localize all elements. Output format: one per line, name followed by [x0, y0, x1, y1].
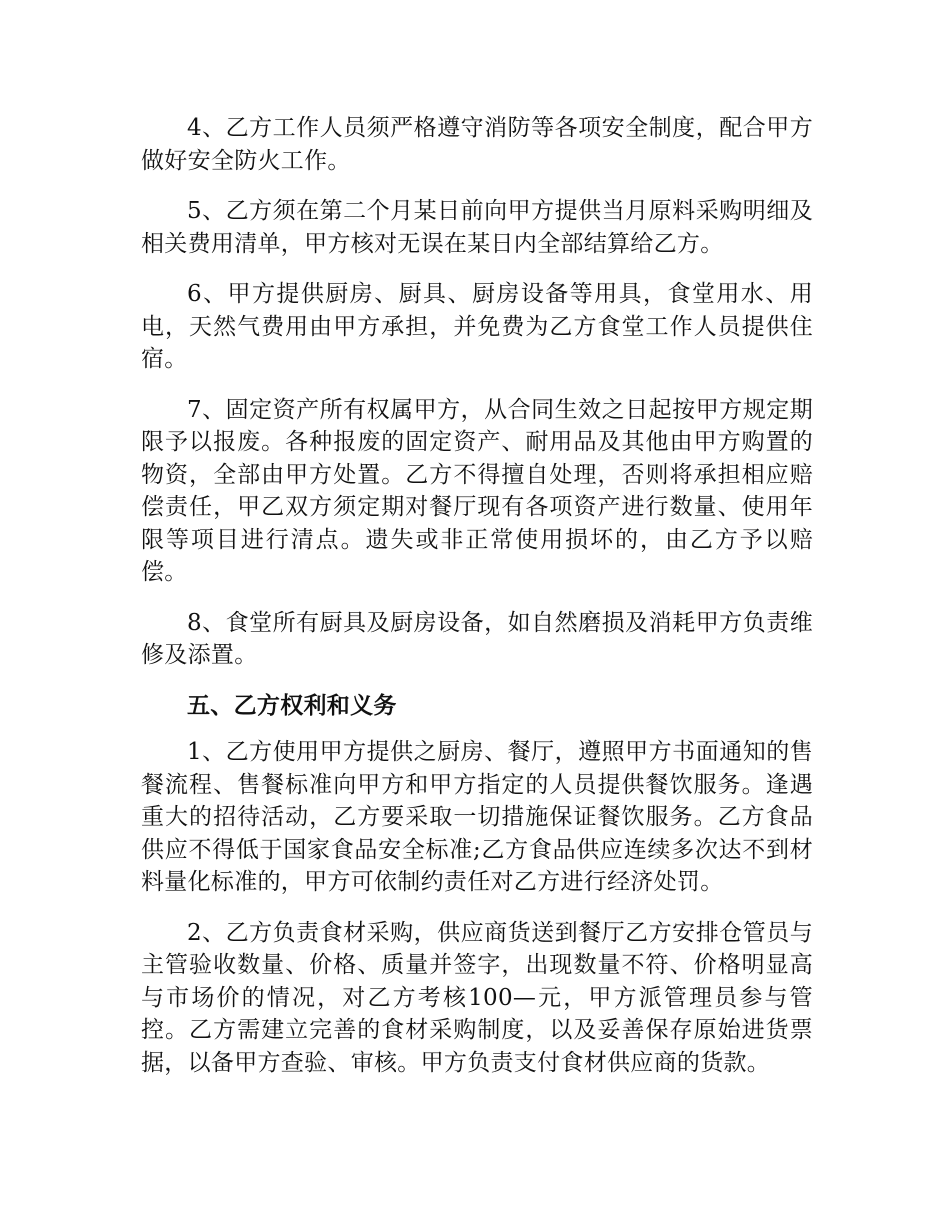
section5-clause-2-paragraph: 2、乙方负责食材采购，供应商货送到餐厅乙方安排仓管员与主管验收数量、价格、质量并签字，出现数量不符、价格明显高与市场价的情况，对乙方考核100—元，甲方派管理员参与管控。乙方需建立完善的食材采购制度，以及妥善保存原始进货票据，以备甲方查验、审核。甲方负责支付食材供应商的货款。 — [141, 919, 813, 1076]
clause-6-paragraph: 6、甲方提供厨房、厨具、厨房设备等用具，食堂用水、用电，天然气费用由甲方承担，并免费为乙方食堂工作人员提供住宿。 — [141, 281, 813, 372]
section-heading: 五、乙方权利和义务 — [187, 691, 397, 719]
section5-clause-1-paragraph: 1、乙方使用甲方提供之厨房、餐厅，遵照甲方书面通知的售餐流程、售餐标准向甲方和甲方指定的人员提供餐饮服务。逢遇重大的招待活动，乙方要采取一切措施保证餐饮服务。乙方食品供应不得低于国家食品安全标准;乙方食品供应连续多次达不到材料量化标准的，甲方可依制约责任对乙方进行经济处罚。 — [141, 739, 813, 895]
clause-8-paragraph: 8、食堂所有厨具及厨房设备，如自然磨损及消耗甲方负责维修及添置。 — [141, 609, 813, 668]
clause-7-paragraph: 7、固定资产所有权属甲方，从合同生效之日起按甲方规定期限予以报废。各种报废的固定资产、耐用品及其他由甲方购置的物资，全部由甲方处置。乙方不得擅自处理，否则将承担相应赔偿责任，甲乙双方须定期对餐厅现有各项资产进行数量、使用年限等项目进行清点。遗失或非正常使用损坏的，由乙方予以赔偿。 — [141, 396, 813, 585]
document-page — [141, 112, 813, 1097]
clause-5-paragraph: 5、乙方须在第二个月某日前向甲方提供当月原料采购明细及相关费用清单，甲方核对无误在某日内全部结算给乙方。 — [141, 198, 813, 257]
clause-4-paragraph: 4、乙方工作人员须严格遵守消防等各项安全制度，配合甲方做好安全防火工作。 — [141, 115, 813, 174]
